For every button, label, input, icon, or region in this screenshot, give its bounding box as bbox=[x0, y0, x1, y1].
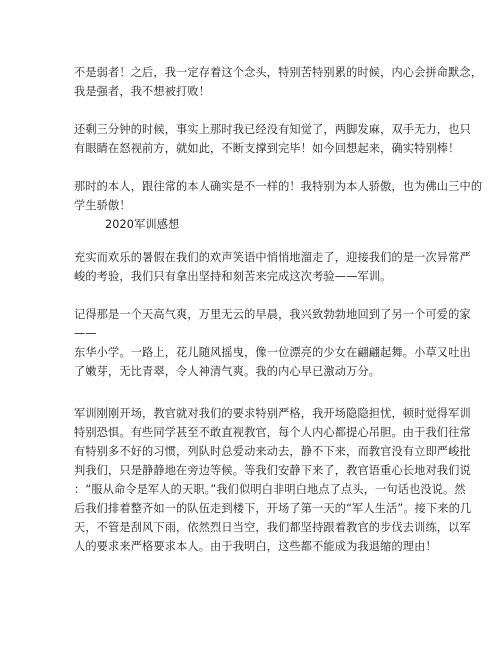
text-line: 东华小学。一路上，花儿随风摇曳，像一位漂亮的少女在翩翩起舞。小草又吐出 bbox=[74, 346, 471, 359]
text-line: 那时的本人，跟往常的本人确实是不一样的！我特别为本人骄傲，也为佛山三中的 bbox=[74, 180, 483, 193]
text-line: 我是强者，我不想被打败！ bbox=[74, 85, 211, 98]
text-line: —— bbox=[74, 327, 97, 340]
text-line: 后我们排着整齐如一的队伍走到楼下，开场了第一天的“军人生活”。接下来的几 bbox=[74, 502, 472, 515]
text-line: 判我们，只是静静地在旁边等候。等我们安静下来了，教官语重心长地对我们说 bbox=[74, 464, 471, 477]
text-line: 学生骄傲！ bbox=[74, 199, 131, 212]
text-line: 天，不管是刮风下雨，依然烈日当空，我们都坚持跟着教官的步伐去训练，以军 bbox=[74, 521, 471, 534]
text-line: ：“服从命令是军人的天职。”我们似明白非明白地点了点头，一句话也没说。然 bbox=[74, 483, 466, 496]
text-line: 记得那是一个天高气爽，万里无云的早晨，我兴致勃勃地回到了另一个可爱的家 bbox=[74, 308, 471, 321]
text-line: 有特别多不好的习惯，列队时总爱动来动去，静不下来，而教官没有立即严峻批 bbox=[74, 445, 471, 458]
text-line: 充实而欢乐的暑假在我们的欢声笑语中悄悄地溜走了，迎接我们的是一次异常严 bbox=[74, 251, 471, 264]
section-title: 2020军训感想 bbox=[105, 218, 180, 231]
text-line: 有眼睛在怒视前方，就如此，不断支撑到完毕！如今回想起来，确实特别棒！ bbox=[74, 142, 460, 155]
text-line: 人的要求来严格要求本人。由于我明白，这些都不能成为我退缩的理由！ bbox=[74, 540, 437, 553]
text-line: 还剩三分钟的时候，事实上那时我已经没有知觉了，两脚发麻，双手无力，也只 bbox=[74, 123, 471, 136]
text-line: 军训刚刚开场，教官就对我们的要求特别严格，我开场隐隐担忧，顿时觉得军训 bbox=[74, 407, 471, 420]
text-line: 特别恐惧。有些同学甚至不敢直视教官，每个人内心都提心吊胆。由于我们往常 bbox=[74, 426, 471, 439]
text-line: 了嫩芽，无比青翠，令人神清气爽。我的内心早已激动万分。 bbox=[74, 365, 381, 378]
text-line: 不是弱者！之后，我一定存着这个念头，特别苦特别累的时候，内心会拼命默念， bbox=[74, 66, 483, 79]
text-line: 峻的考验，我们只有拿出坚持和刻苦来完成这次考验——军训。 bbox=[74, 270, 392, 283]
